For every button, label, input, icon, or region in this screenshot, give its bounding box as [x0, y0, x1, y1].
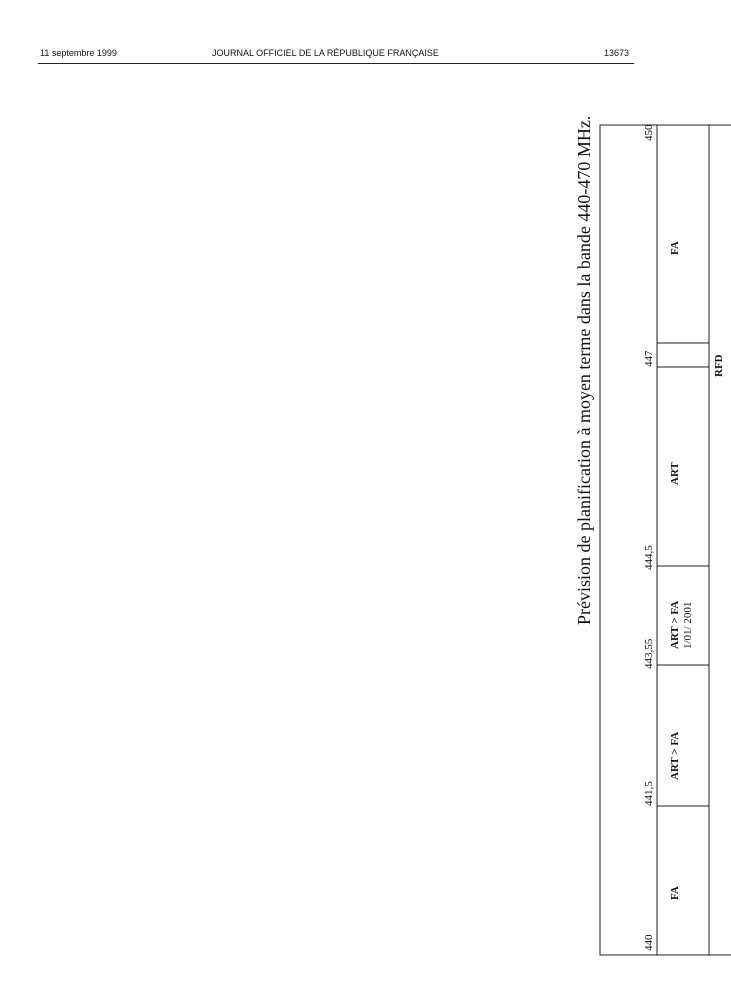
header-page-number: 13673	[604, 48, 630, 58]
band-row-440-450	[643, 124, 725, 955]
freq-label: 447	[643, 350, 655, 367]
header-journal: JOURNAL OFFICIEL DE LA RÉPUBLIQUE FRANÇAISE	[212, 48, 439, 58]
rfd-slot	[657, 343, 709, 367]
freq-label: 450	[643, 124, 655, 141]
header-date: 11 septembre 1999	[40, 48, 117, 58]
table-title: Prévision de planification à moyen terme dans la bande 440-470 MHz.	[574, 115, 594, 625]
freq-label: 444,5	[643, 545, 655, 570]
band-bar	[657, 125, 709, 955]
freq-label: 443,55	[643, 638, 655, 669]
cell-label: FA	[669, 886, 681, 900]
table-frame	[600, 125, 731, 955]
cell-label: FA	[669, 241, 681, 255]
freq-label: 440	[643, 934, 655, 951]
table-landscape-group	[574, 116, 731, 955]
cell-label: ART > FA	[669, 600, 681, 649]
cell-label: ART	[669, 462, 681, 485]
cell-label: 1/01/ 2001	[682, 601, 694, 649]
rfd-marker: RFD	[713, 354, 725, 377]
cell-label: ART > FA	[669, 731, 681, 780]
freq-label: 441,5	[643, 781, 655, 806]
